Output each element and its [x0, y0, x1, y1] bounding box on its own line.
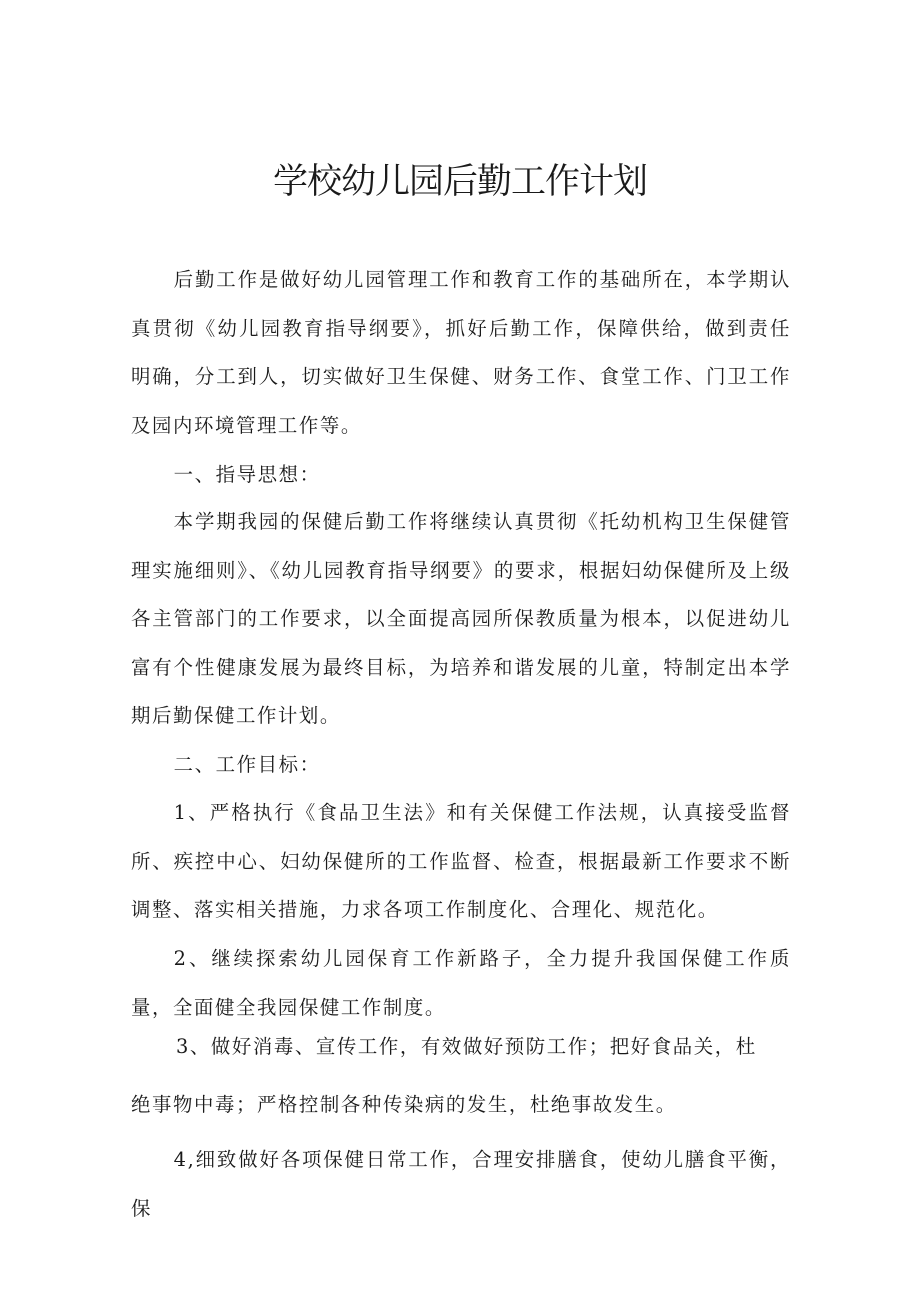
intro-paragraph: 后勤工作是做好幼儿园管理工作和教育工作的基础所在，本学期认真贯彻《幼儿园教育指导纲要》，抓好后勤工作，保障供给，做到责任明确，分工到人，切实做好卫生保健、财务工作、食堂工作、门卫工作及园内环境管理工作等。 — [131, 268, 791, 437]
goal-2-paragraph: 2、继续探索幼儿园保育工作新路子，全力提升我国保健工作质量，全面健全我园保健工作制度。 — [131, 947, 791, 1019]
section-heading-work-goals: 二、工作目标： — [173, 753, 321, 776]
section-heading-guiding-ideology: 一、指导思想： — [173, 463, 321, 486]
goal-3-line-1: 3、做好消毒、宣传工作，有效做好预防工作；把好食品关，杜 — [176, 1035, 757, 1058]
goal-1-paragraph: 1、严格执行《食品卫生法》和有关保健工作法规，认真接受监督所、疾控中心、妇幼保健所的工作监督、检查，根据最新工作要求不断调整、落实相关措施，力求各项工作制度化、合理化、规范化。 — [131, 801, 791, 921]
goal-4-paragraph: 4,细致做好各项保健日常工作，合理安排膳食，使幼儿膳食平衡，保 — [131, 1148, 791, 1220]
guiding-ideology-paragraph: 本学期我园的保健后勤工作将继续认真贯彻《托幼机构卫生保健管理实施细则》、《幼儿园教育指导纲要》的要求，根据妇幼保健所及上级各主管部门的工作要求，以全面提高园所保教质量为根本，以促进幼儿富有个性健康发展为最终目标，为培养和谐发展的儿童，特制定出本学期后勤保健工作计划。 — [131, 510, 791, 727]
goal-3-line-2: 绝事物中毒；严格控制各种传染病的发生，杜绝事故发生。 — [131, 1093, 677, 1116]
document-title: 学校幼儿园后勤工作计划 — [272, 162, 647, 202]
